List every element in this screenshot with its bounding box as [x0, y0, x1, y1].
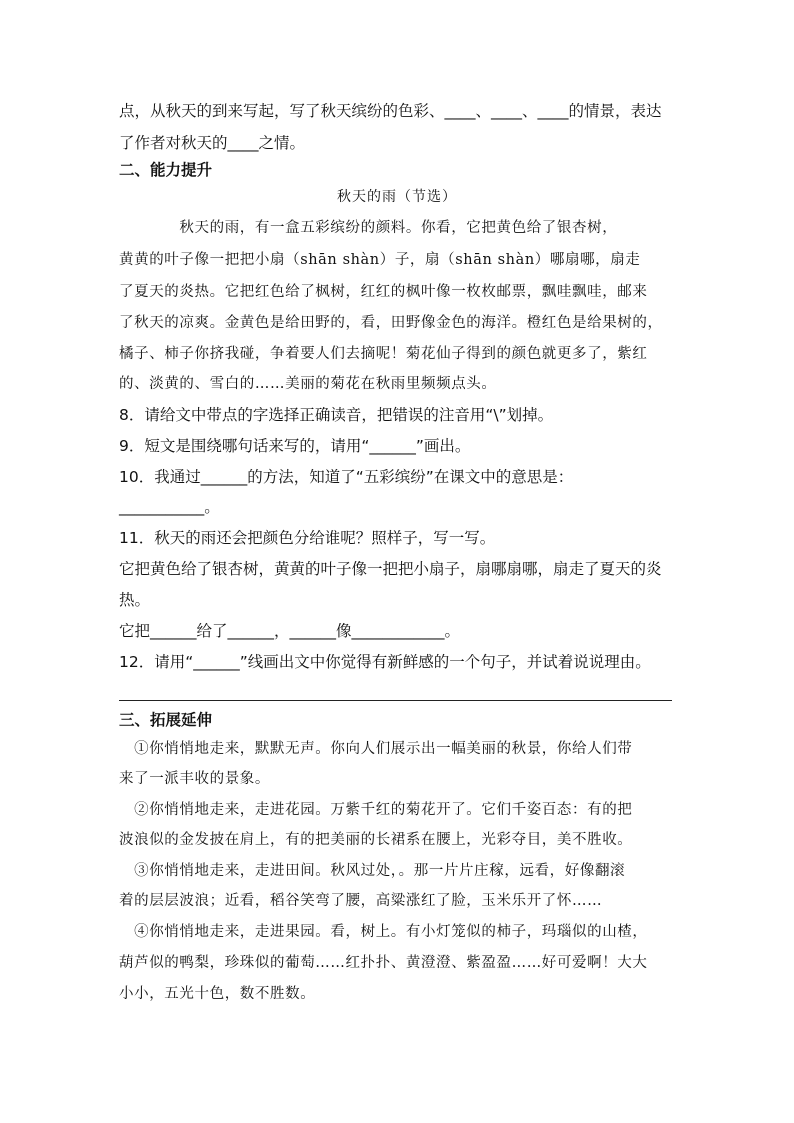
- section-heading-ability: 二、能力提升: [119, 161, 213, 179]
- extension-line-6: 着的层层波浪；近看，稻谷笑弯了腰，高粱涨红了脸，玉米乐开了怀……: [119, 893, 603, 909]
- extension-line-7: ④你悄悄地走来，走进果园。看，树上。有小灯笼似的柿子，玛瑙似的山楂，: [119, 924, 648, 940]
- passage-title: 秋天的雨（节选）: [337, 189, 457, 205]
- extension-line-2: 来了一派丰收的景象。: [119, 771, 270, 787]
- answer-line: [119, 700, 672, 701]
- question-8: 8．请给文中带点的字选择正确读音，把错误的注音用“\”划掉。: [119, 406, 554, 424]
- question-9: 9．短文是围绕哪句话来写的，请用“______”画出。: [119, 437, 471, 455]
- question-11: 11．秋天的雨还会把颜色分给谁呢？照样子，写一写。: [119, 529, 496, 547]
- intro-line-1: 点，从秋天的到来写起，写了秋天缤纷的色彩、____、____、____的情景，表达: [119, 102, 662, 120]
- passage-line-1: 秋天的雨，有一盒五彩缤纷的颜料。你看，它把黄色给了银杏树，: [119, 220, 618, 236]
- extension-line-4: 波浪似的金发披在肩上，有的把美丽的长裙系在腰上，光彩夺目，美不胜收。: [119, 832, 633, 848]
- question-11-fill-blank: 它把______给了______，______像____________。: [119, 622, 461, 640]
- extension-line-5: ③你悄悄地走来，走进田间。秋风过处，。那一片片庄稼，远看，好像翻滚: [119, 863, 626, 879]
- question-11-example-line-2: 热。: [119, 591, 151, 609]
- extension-line-1: ①你悄悄地走来，默默无声。你向人们展示出一幅美丽的秋景，你给人们带: [119, 741, 633, 757]
- passage-line-2: 黄黄的叶子像一把把小扇（shān shàn）子，扇（shān shàn）哪扇哪，扇走: [119, 252, 641, 268]
- extension-line-9: 小小，五光十色，数不胜数。: [119, 986, 316, 1002]
- question-11-example-line-1: 它把黄色给了银杏树，黄黄的叶子像一把把小扇子，扇哪扇哪，扇走了夏天的炎: [119, 560, 662, 578]
- passage-line-4: 了秋天的凉爽。金黄色是给田野的，看，田野像金色的海洋。橙红色是给果树的，: [119, 315, 663, 331]
- passage-line-6: 的、淡黄的、雪白的……美丽的菊花在秋雨里频频点头。: [119, 376, 497, 392]
- question-10-line-1: 10．我通过______的方法，知道了“五彩缤纷”在课文中的意思是：: [119, 468, 574, 486]
- intro-line-2: 了作者对秋天的____之情。: [119, 134, 306, 152]
- passage-line-3: 了夏天的炎热。它把红色给了枫树，红红的枫叶像一枚枚邮票，飘哇飘哇，邮来: [119, 284, 648, 300]
- passage-line-5: 橘子、柿子你挤我碰，争着要人们去摘呢！菊花仙子得到的颜色就更多了，紫红: [119, 346, 648, 362]
- question-10-line-2: ___________。: [119, 498, 220, 516]
- section-heading-extension: 三、拓展延伸: [119, 711, 213, 729]
- extension-line-8: 葫芦似的鸭梨，珍珠似的葡萄……红扑扑、黄澄澄、紫盈盈……好可爱啊！大大: [119, 955, 648, 971]
- question-12: 12．请用“______”线画出文中你觉得有新鲜感的一个句子，并试着说说理由。: [119, 653, 651, 671]
- extension-line-3: ②你悄悄地走来，走进花园。万紫千红的菊花开了。它们千姿百态：有的把: [119, 802, 633, 818]
